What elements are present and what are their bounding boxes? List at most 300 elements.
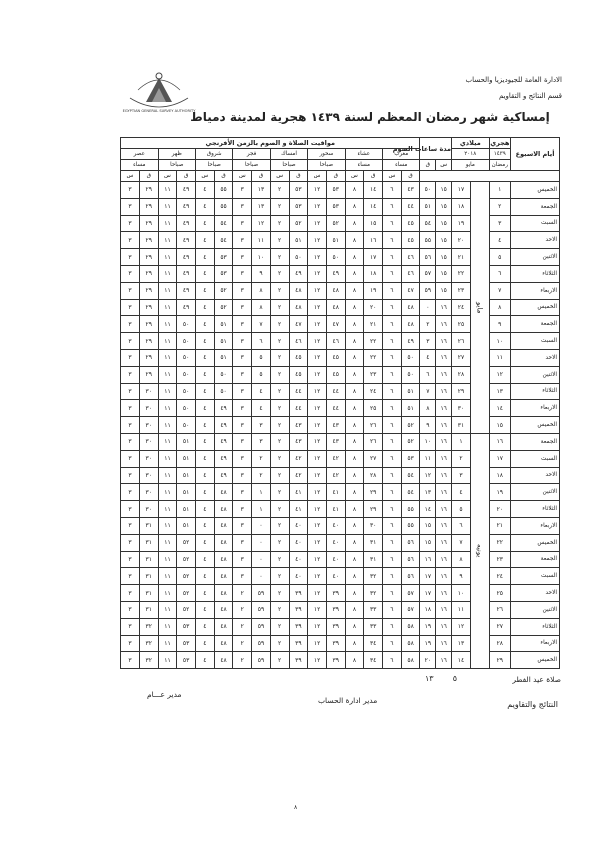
row-time-6-h: ٤ xyxy=(196,333,215,350)
row-time-2-h: ٨ xyxy=(345,299,364,316)
month-june-label: يونيه xyxy=(470,433,489,668)
row-time-4-m: ٣٩ xyxy=(289,652,308,669)
month-may-label: مايو xyxy=(470,182,489,434)
row-time-6-h: ٤ xyxy=(196,232,215,249)
row-time-2-h: ٨ xyxy=(345,400,364,417)
row-time-1-m: ٤٨ xyxy=(401,316,420,333)
row-time-5-m: ٤ xyxy=(252,383,271,400)
row-time-3-h: ١٢ xyxy=(308,265,327,282)
row-time-7-h: ١١ xyxy=(158,417,177,434)
row-time-5-m: ٨ xyxy=(252,299,271,316)
header-sub-4: صباحا xyxy=(270,160,307,171)
row-time-2-m: ٣٤ xyxy=(364,652,383,669)
eid-prayer xyxy=(512,675,561,684)
row-time-6-m: ٥٠ xyxy=(214,383,233,400)
row-time-1-m: ٥٦ xyxy=(401,534,420,551)
row-time-7-h: ١١ xyxy=(158,534,177,551)
row-ramadan-day: ١٠ xyxy=(489,333,511,350)
row-time-5-m: ٢ xyxy=(252,467,271,484)
row-time-2-h: ٨ xyxy=(345,618,364,635)
row-time-8-h: ٣ xyxy=(121,635,140,652)
row-time-7-h: ١١ xyxy=(158,652,177,669)
row-time-3-h: ١٢ xyxy=(308,501,327,518)
row-time-5-m: ٥٩ xyxy=(252,618,271,635)
row-time-4-m: ٣٩ xyxy=(289,601,308,618)
row-time-7-h: ١١ xyxy=(158,618,177,635)
row-time-4-m: ٣٩ xyxy=(289,635,308,652)
row-time-4-h: ٢ xyxy=(270,501,289,518)
row-duration-m: ٣ xyxy=(420,333,436,350)
row-time-6-m: ٥٣ xyxy=(214,249,233,266)
row-time-4-h: ٢ xyxy=(270,517,289,534)
row-time-5-h: ٣ xyxy=(233,182,252,199)
row-ramadan-day: ٦ xyxy=(489,265,511,282)
row-time-3-h: ١٢ xyxy=(308,316,327,333)
row-time-3-h: ١٢ xyxy=(308,299,327,316)
row-time-7-h: ١١ xyxy=(158,383,177,400)
row-time-1-h: ٦ xyxy=(383,467,402,484)
row-duration-h: ١٥ xyxy=(436,215,452,232)
row-time-5-m: ٦ xyxy=(252,333,271,350)
header-day: أيام الاسبوع xyxy=(511,138,560,171)
header-unit-m: ق xyxy=(177,171,196,182)
row-time-1-m: ٥١ xyxy=(401,400,420,417)
row-duration-h: ١٦ xyxy=(436,585,452,602)
row-time-5-m: ٠ xyxy=(252,568,271,585)
row-day: الاثنين xyxy=(511,249,560,266)
row-ramadan-day: ٢٠ xyxy=(489,501,511,518)
row-duration-m: ١٤ xyxy=(420,501,436,518)
row-time-8-h: ٣ xyxy=(121,551,140,568)
row-day: الثلاثاء xyxy=(511,501,560,518)
row-time-2-m: ٢٢ xyxy=(364,333,383,350)
row-ramadan-day: ١٥ xyxy=(489,417,511,434)
header-unit-m: ق xyxy=(214,171,233,182)
row-time-1-h: ٦ xyxy=(383,450,402,467)
row-time-4-h: ٢ xyxy=(270,299,289,316)
row-time-3-h: ١٢ xyxy=(308,400,327,417)
row-day: السبت xyxy=(511,450,560,467)
row-greg-day: ١٠ xyxy=(452,585,471,602)
table-row xyxy=(121,618,560,635)
row-time-8-m: ٣١ xyxy=(139,585,158,602)
row-time-7-m: ٥٢ xyxy=(177,601,196,618)
row-time-7-h: ١١ xyxy=(158,366,177,383)
row-time-5-h: ٣ xyxy=(233,349,252,366)
signature-computing: مدير ادارة الحساب xyxy=(318,696,378,705)
header-unit-m: ق xyxy=(420,160,436,171)
row-time-5-h: ٣ xyxy=(233,517,252,534)
row-time-6-h: ٤ xyxy=(196,282,215,299)
imsakia-table xyxy=(120,137,560,669)
header-col-4: امساك xyxy=(270,149,307,160)
row-time-5-h: ٣ xyxy=(233,366,252,383)
row-time-4-m: ٤٥ xyxy=(289,349,308,366)
row-time-3-m: ٤١ xyxy=(326,484,345,501)
row-time-3-m: ٤٣ xyxy=(326,417,345,434)
row-time-5-h: ٢ xyxy=(233,601,252,618)
row-time-4-m: ٤٨ xyxy=(289,282,308,299)
row-time-4-h: ٢ xyxy=(270,652,289,669)
row-time-7-m: ٥٢ xyxy=(177,551,196,568)
row-time-5-m: ١٣ xyxy=(252,182,271,199)
row-time-7-m: ٥٠ xyxy=(177,400,196,417)
row-time-5-m: ٥٩ xyxy=(252,601,271,618)
row-time-8-h: ٣ xyxy=(121,467,140,484)
row-time-8-h: ٣ xyxy=(121,282,140,299)
row-time-3-h: ١٢ xyxy=(308,551,327,568)
row-time-3-m: ٥٣ xyxy=(326,198,345,215)
row-time-1-m: ٤٧ xyxy=(401,282,420,299)
row-time-5-m: ٧ xyxy=(252,316,271,333)
row-time-5-m: ٣ xyxy=(252,433,271,450)
row-time-3-m: ٤١ xyxy=(326,501,345,518)
row-time-1-h: ٦ xyxy=(383,484,402,501)
row-time-4-h: ٢ xyxy=(270,349,289,366)
row-time-8-m: ٣١ xyxy=(139,568,158,585)
row-time-2-h: ٨ xyxy=(345,635,364,652)
row-time-3-h: ١٢ xyxy=(308,652,327,669)
row-time-7-h: ١١ xyxy=(158,282,177,299)
row-time-8-h: ٣ xyxy=(121,215,140,232)
row-day: الجمعة xyxy=(511,316,560,333)
row-duration-m: ١٧ xyxy=(420,585,436,602)
row-time-6-m: ٤٨ xyxy=(214,484,233,501)
row-time-7-h: ١١ xyxy=(158,551,177,568)
row-time-1-m: ٥٧ xyxy=(401,601,420,618)
row-time-1-m: ٤٥ xyxy=(401,215,420,232)
table-row xyxy=(121,568,560,585)
page-number: ٨ xyxy=(294,804,298,811)
row-time-4-h: ٢ xyxy=(270,400,289,417)
header-unit-m: ق xyxy=(139,171,158,182)
row-time-5-m: ٥ xyxy=(252,366,271,383)
row-time-4-m: ٤٢ xyxy=(289,467,308,484)
row-time-6-m: ٥١ xyxy=(214,333,233,350)
row-time-2-m: ٣٠ xyxy=(364,517,383,534)
row-greg-day: ٣٠ xyxy=(452,400,471,417)
row-time-3-h: ١٢ xyxy=(308,484,327,501)
row-duration-h: ١٦ xyxy=(436,450,452,467)
row-time-7-h: ١١ xyxy=(158,467,177,484)
row-ramadan-day: ٩ xyxy=(489,316,511,333)
row-time-3-m: ٤٠ xyxy=(326,517,345,534)
row-time-5-h: ٣ xyxy=(233,433,252,450)
row-time-6-m: ٤٨ xyxy=(214,551,233,568)
row-time-4-m: ٤٠ xyxy=(289,534,308,551)
row-time-3-m: ٥٢ xyxy=(326,215,345,232)
row-day: الاحد xyxy=(511,349,560,366)
row-time-5-h: ٣ xyxy=(233,551,252,568)
row-time-3-h: ١٢ xyxy=(308,601,327,618)
row-time-1-h: ٦ xyxy=(383,215,402,232)
header-unit-h: س xyxy=(345,171,364,182)
row-time-4-h: ٢ xyxy=(270,601,289,618)
row-time-2-m: ٢٦ xyxy=(364,433,383,450)
row-time-3-h: ١٢ xyxy=(308,517,327,534)
row-time-6-h: ٤ xyxy=(196,585,215,602)
row-time-1-h: ٦ xyxy=(383,433,402,450)
row-duration-h: ١٦ xyxy=(436,383,452,400)
row-time-3-m: ٥٠ xyxy=(326,249,345,266)
row-day: السبت xyxy=(511,215,560,232)
row-time-5-m: ٢ xyxy=(252,450,271,467)
row-time-2-h: ٨ xyxy=(345,215,364,232)
row-duration-m: ٨ xyxy=(420,400,436,417)
header-sub-8: مساء xyxy=(121,160,159,171)
row-greg-day: ٦ xyxy=(452,517,471,534)
header-unit-h: س xyxy=(196,171,215,182)
row-time-4-h: ٢ xyxy=(270,265,289,282)
row-time-8-m: ٢٩ xyxy=(139,366,158,383)
row-ramadan-day: ٢٢ xyxy=(489,534,511,551)
row-ramadan-day: ١٤ xyxy=(489,400,511,417)
row-time-4-h: ٢ xyxy=(270,618,289,635)
row-time-1-m: ٥٠ xyxy=(401,349,420,366)
row-time-4-m: ٥٠ xyxy=(289,249,308,266)
row-time-4-h: ٢ xyxy=(270,534,289,551)
row-time-7-m: ٥٢ xyxy=(177,585,196,602)
row-time-4-h: ٢ xyxy=(270,568,289,585)
row-time-8-h: ٣ xyxy=(121,182,140,199)
row-duration-m: ٢٠ xyxy=(420,652,436,669)
row-duration-h: ١٦ xyxy=(436,652,452,669)
row-time-8-m: ٢٩ xyxy=(139,349,158,366)
row-duration-m: ١٨ xyxy=(420,601,436,618)
row-time-3-m: ٤٠ xyxy=(326,551,345,568)
row-day: السبت xyxy=(511,333,560,350)
header-sub-2: مساء xyxy=(345,160,382,171)
row-duration-m: ١١ xyxy=(420,450,436,467)
row-time-3-h: ١٢ xyxy=(308,467,327,484)
row-time-6-h: ٤ xyxy=(196,366,215,383)
row-time-8-h: ٣ xyxy=(121,517,140,534)
row-day: الثلاثاء xyxy=(511,383,560,400)
row-greg-day: ١٣ xyxy=(452,635,471,652)
row-time-8-m: ٣١ xyxy=(139,534,158,551)
row-time-5-h: ٣ xyxy=(233,484,252,501)
row-time-1-m: ٤٩ xyxy=(401,333,420,350)
row-time-7-m: ٥١ xyxy=(177,517,196,534)
row-day: الخميس xyxy=(511,182,560,199)
row-duration-h: ١٦ xyxy=(436,433,452,450)
row-duration-m: ٠ xyxy=(420,299,436,316)
row-time-1-m: ٥١ xyxy=(401,383,420,400)
row-duration-m: ٦ xyxy=(420,366,436,383)
row-time-6-m: ٤٩ xyxy=(214,450,233,467)
row-time-4-h: ٢ xyxy=(270,333,289,350)
row-time-8-h: ٣ xyxy=(121,333,140,350)
row-time-8-h: ٣ xyxy=(121,316,140,333)
row-time-2-h: ٨ xyxy=(345,182,364,199)
header-unit-h: س xyxy=(270,171,289,182)
row-time-1-h: ٦ xyxy=(383,517,402,534)
row-time-2-m: ١٤ xyxy=(364,198,383,215)
row-duration-m: ١٥ xyxy=(420,534,436,551)
row-ramadan-day: ١٣ xyxy=(489,383,511,400)
row-time-8-h: ٣ xyxy=(121,198,140,215)
row-time-8-m: ٣٠ xyxy=(139,467,158,484)
row-time-4-h: ٢ xyxy=(270,282,289,299)
row-time-1-m: ٤٦ xyxy=(401,265,420,282)
row-time-6-m: ٥٤ xyxy=(214,215,233,232)
row-time-2-m: ٢٧ xyxy=(364,450,383,467)
row-time-5-m: ٥٩ xyxy=(252,585,271,602)
row-time-3-m: ٥٣ xyxy=(326,182,345,199)
row-time-3-m: ٣٩ xyxy=(326,585,345,602)
row-time-7-h: ١١ xyxy=(158,501,177,518)
row-time-4-h: ٢ xyxy=(270,366,289,383)
row-time-5-m: ٠ xyxy=(252,534,271,551)
row-ramadan-day: ١٨ xyxy=(489,467,511,484)
row-time-4-h: ٢ xyxy=(270,182,289,199)
row-time-6-m: ٤٨ xyxy=(214,501,233,518)
row-time-3-m: ٤٠ xyxy=(326,534,345,551)
row-time-6-h: ٤ xyxy=(196,534,215,551)
row-time-1-h: ٦ xyxy=(383,316,402,333)
eid-minute: ١٣ xyxy=(425,674,434,683)
row-time-5-m: ٥ xyxy=(252,349,271,366)
row-time-8-m: ٣١ xyxy=(139,551,158,568)
row-day: الاربعاء xyxy=(511,635,560,652)
row-time-7-m: ٤٩ xyxy=(177,182,196,199)
row-duration-m: ٥٤ xyxy=(420,215,436,232)
row-time-6-m: ٤٨ xyxy=(214,618,233,635)
row-time-3-m: ٤٨ xyxy=(326,299,345,316)
row-time-2-m: ١٨ xyxy=(364,265,383,282)
row-time-1-h: ٦ xyxy=(383,265,402,282)
header-col-7: ظهر xyxy=(158,149,195,160)
row-duration-h: ١٥ xyxy=(436,265,452,282)
header-gregorian: ميلادي xyxy=(452,138,489,149)
row-time-1-m: ٤٣ xyxy=(401,182,420,199)
row-ramadan-day: ٢٣ xyxy=(489,551,511,568)
row-time-1-m: ٤٨ xyxy=(401,299,420,316)
row-time-4-h: ٢ xyxy=(270,484,289,501)
row-duration-h: ١٦ xyxy=(436,551,452,568)
row-time-2-m: ٢٩ xyxy=(364,484,383,501)
row-time-6-h: ٤ xyxy=(196,349,215,366)
row-day: الاربعاء xyxy=(511,400,560,417)
row-time-1-h: ٦ xyxy=(383,400,402,417)
row-time-2-m: ٣٢ xyxy=(364,585,383,602)
row-time-2-m: ٢٨ xyxy=(364,467,383,484)
header-unit-m: ق xyxy=(252,171,271,182)
row-ramadan-day: ١٩ xyxy=(489,484,511,501)
row-time-7-m: ٥١ xyxy=(177,484,196,501)
row-time-3-h: ١٢ xyxy=(308,366,327,383)
row-time-6-h: ٤ xyxy=(196,316,215,333)
row-time-1-h: ٦ xyxy=(383,534,402,551)
row-time-5-m: ١٢ xyxy=(252,215,271,232)
header-unit-h: س xyxy=(383,171,402,182)
row-time-5-h: ٣ xyxy=(233,215,252,232)
row-time-1-h: ٦ xyxy=(383,366,402,383)
row-time-4-m: ٤٨ xyxy=(289,299,308,316)
row-time-5-h: ٣ xyxy=(233,265,252,282)
row-time-6-m: ٤٨ xyxy=(214,534,233,551)
row-time-1-h: ٦ xyxy=(383,652,402,669)
row-time-8-m: ٣١ xyxy=(139,601,158,618)
row-time-2-h: ٨ xyxy=(345,316,364,333)
row-duration-m: ١٣ xyxy=(420,484,436,501)
row-time-1-h: ٦ xyxy=(383,249,402,266)
row-time-8-h: ٣ xyxy=(121,400,140,417)
row-duration-m: ١٢ xyxy=(420,467,436,484)
table-row xyxy=(121,383,560,400)
row-time-5-h: ٢ xyxy=(233,585,252,602)
row-time-1-h: ٦ xyxy=(383,198,402,215)
row-time-7-m: ٥١ xyxy=(177,501,196,518)
row-time-1-h: ٦ xyxy=(383,383,402,400)
row-time-8-m: ٣٠ xyxy=(139,400,158,417)
row-time-3-h: ١٢ xyxy=(308,635,327,652)
row-time-4-m: ٤٦ xyxy=(289,333,308,350)
row-duration-h: ١٥ xyxy=(436,282,452,299)
row-time-6-h: ٤ xyxy=(196,501,215,518)
row-time-2-h: ٨ xyxy=(345,417,364,434)
row-time-7-m: ٥٣ xyxy=(177,618,196,635)
row-time-3-m: ٤٧ xyxy=(326,316,345,333)
eid-label: صلاة عيد الفطر xyxy=(512,675,561,684)
row-time-7-m: ٥١ xyxy=(177,433,196,450)
row-time-7-m: ٤٩ xyxy=(177,215,196,232)
row-time-2-m: ٢٣ xyxy=(364,366,383,383)
row-duration-m: ١٩ xyxy=(420,635,436,652)
row-time-6-m: ٥١ xyxy=(214,316,233,333)
row-time-3-m: ٤٥ xyxy=(326,366,345,383)
row-day: الاحد xyxy=(511,232,560,249)
row-greg-day: ٢٩ xyxy=(452,383,471,400)
row-time-4-m: ٥٢ xyxy=(289,215,308,232)
row-time-6-m: ٥٥ xyxy=(214,198,233,215)
row-time-4-h: ٢ xyxy=(270,383,289,400)
row-time-3-h: ١٢ xyxy=(308,450,327,467)
row-duration-m: ٩ xyxy=(420,417,436,434)
header-hijri-year: ١٤٣٩ xyxy=(489,149,511,160)
row-time-7-m: ٥٠ xyxy=(177,349,196,366)
row-time-1-h: ٦ xyxy=(383,232,402,249)
row-time-6-m: ٤٨ xyxy=(214,635,233,652)
row-time-7-m: ٤٩ xyxy=(177,232,196,249)
row-time-1-m: ٥٣ xyxy=(401,450,420,467)
table-row xyxy=(121,182,560,199)
row-time-5-h: ٢ xyxy=(233,635,252,652)
row-time-5-m: ٥٩ xyxy=(252,635,271,652)
row-time-6-h: ٤ xyxy=(196,517,215,534)
row-greg-day: ١١ xyxy=(452,601,471,618)
row-time-5-m: ١٣ xyxy=(252,198,271,215)
row-time-6-m: ٤٨ xyxy=(214,568,233,585)
table-row xyxy=(121,232,560,249)
row-duration-m: ٥٦ xyxy=(420,249,436,266)
row-time-4-m: ٤٥ xyxy=(289,366,308,383)
row-time-1-m: ٥٦ xyxy=(401,551,420,568)
row-time-5-h: ٣ xyxy=(233,232,252,249)
row-time-6-m: ٥٤ xyxy=(214,232,233,249)
eid-hour: ٥ xyxy=(452,674,457,683)
header-col-3: سحور xyxy=(308,149,345,160)
row-time-4-m: ٤٢ xyxy=(289,450,308,467)
row-duration-h: ١٥ xyxy=(436,232,452,249)
row-time-4-m: ٥٣ xyxy=(289,182,308,199)
row-time-4-m: ٤١ xyxy=(289,501,308,518)
row-time-5-h: ٣ xyxy=(233,333,252,350)
row-time-6-m: ٤٩ xyxy=(214,433,233,450)
row-time-1-m: ٥٤ xyxy=(401,484,420,501)
row-time-7-m: ٤٩ xyxy=(177,198,196,215)
row-greg-day: ١٤ xyxy=(452,652,471,669)
